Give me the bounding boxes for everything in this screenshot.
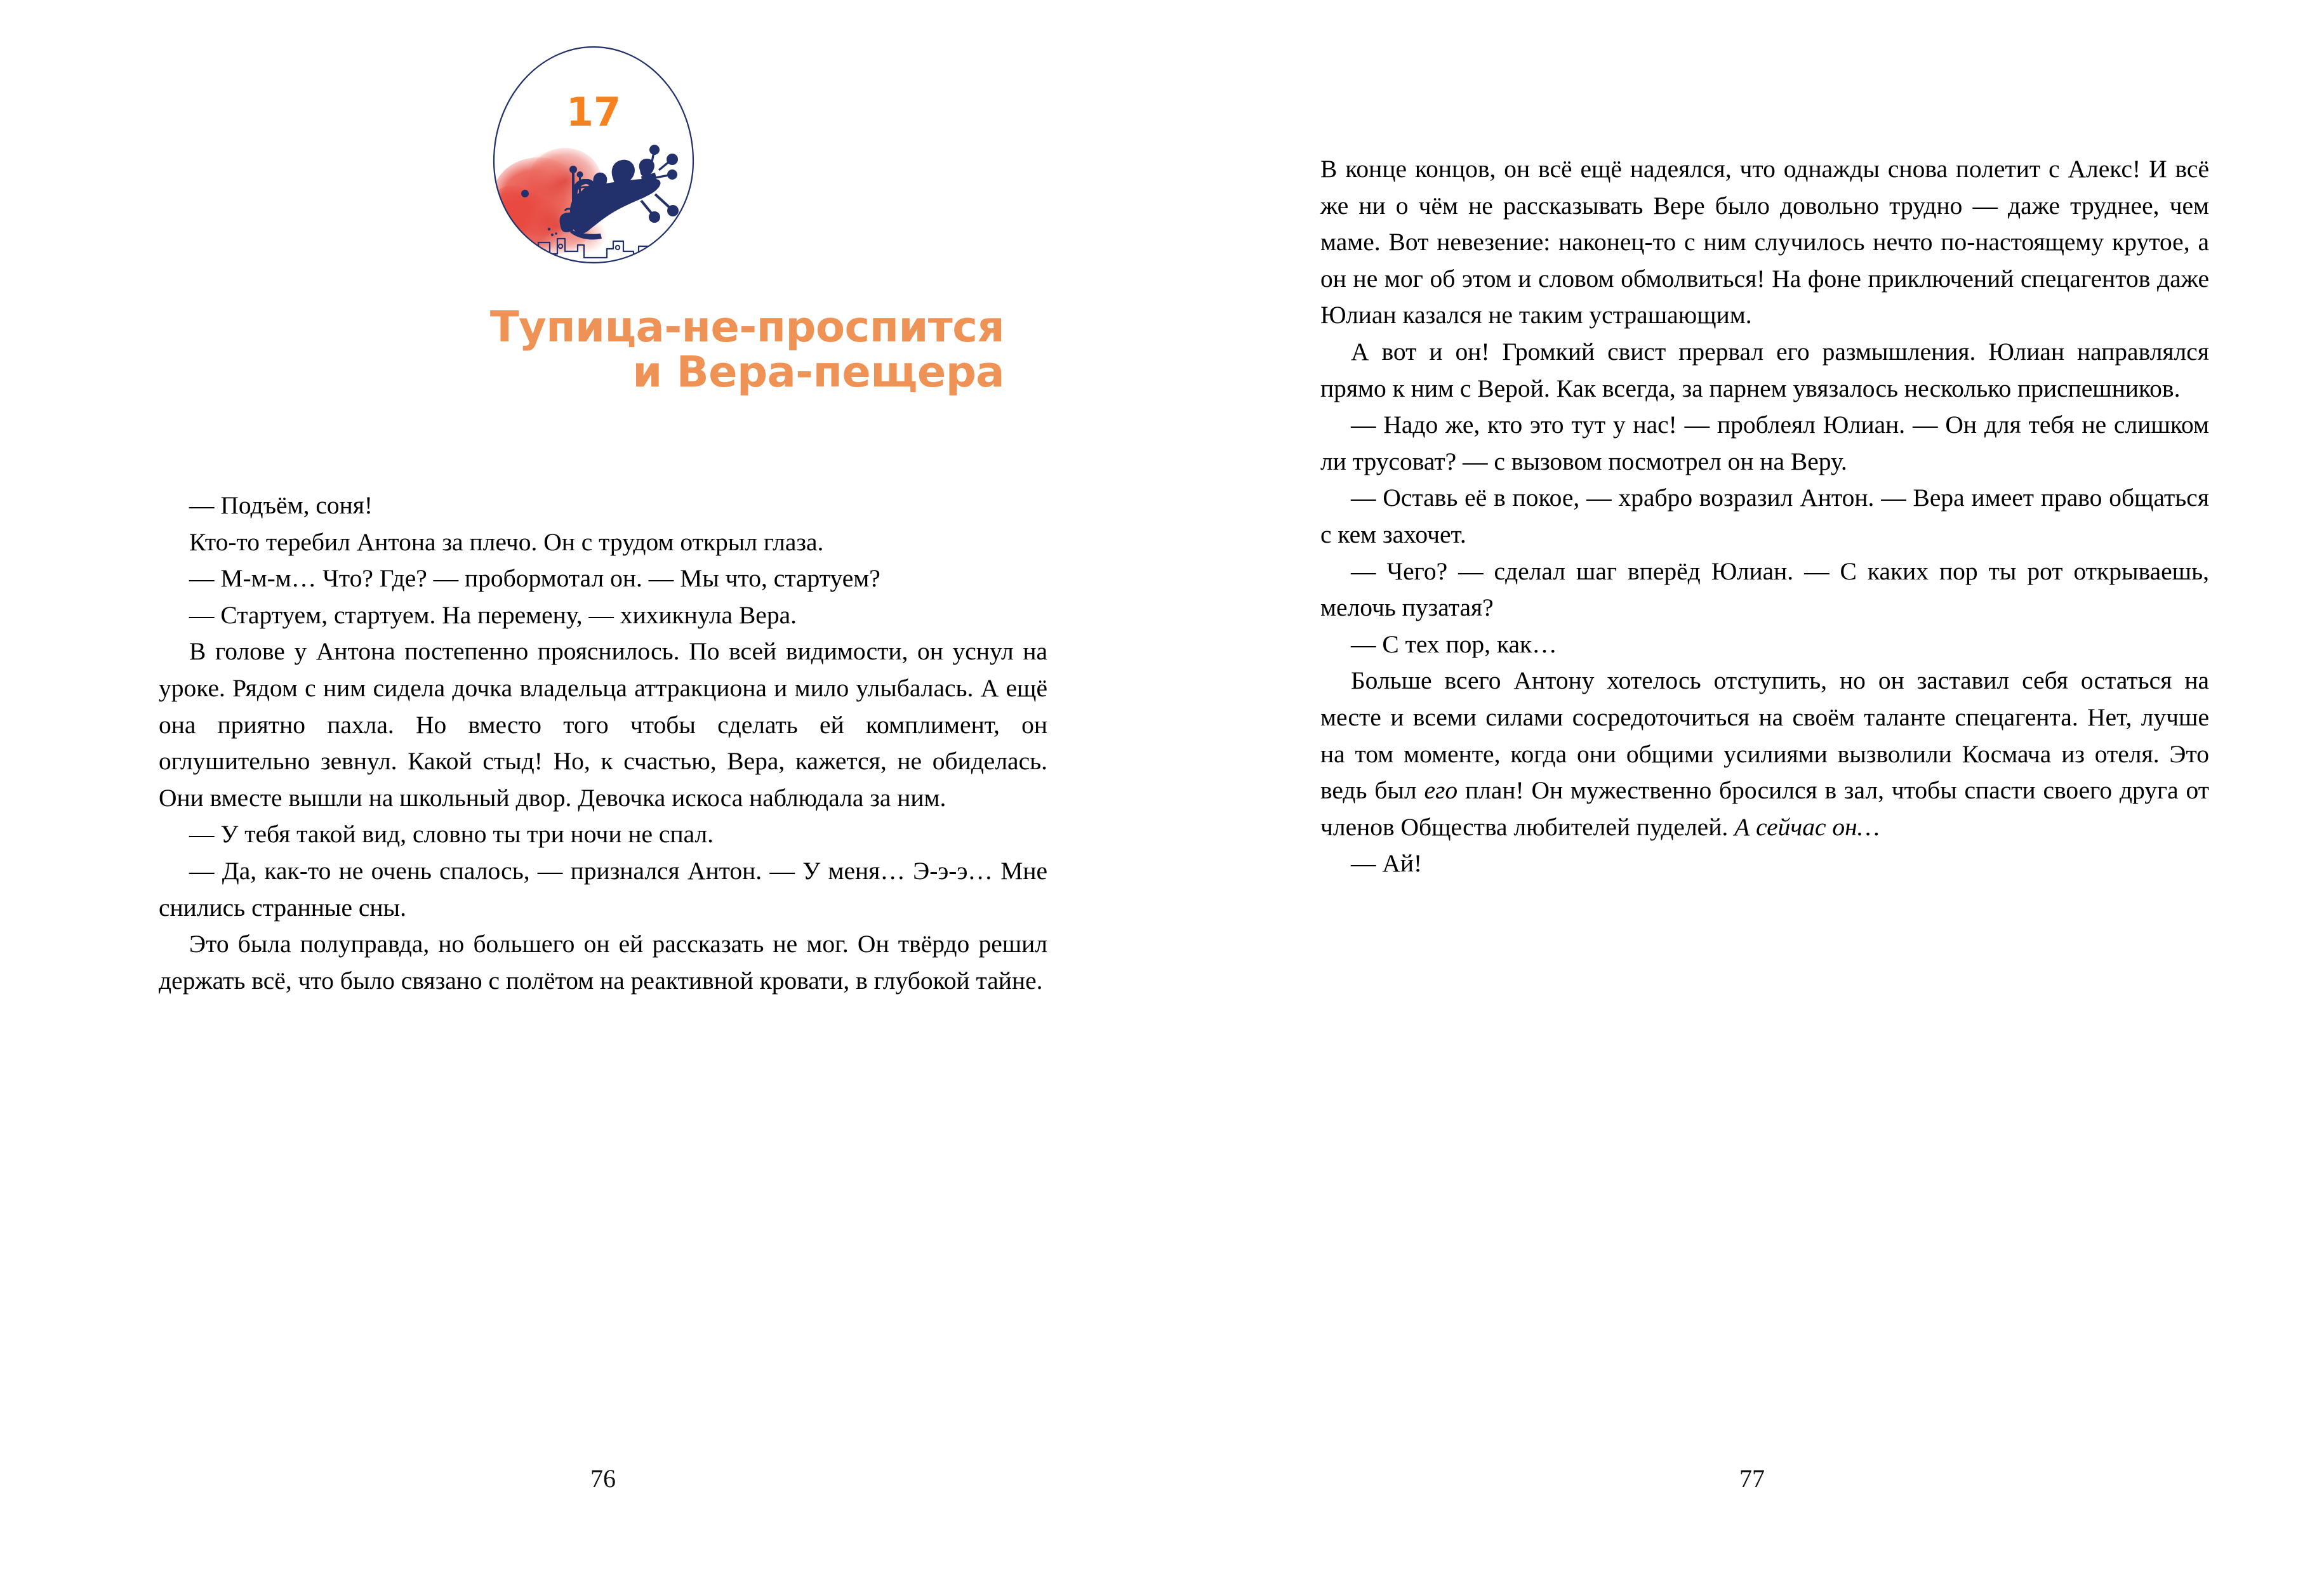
paragraph: В голове у Антона постепенно прояснилось. По всей видимости, он уснул на уроке. Рядом с ним сидела дочка владельца аттракциона и мило улыбалась. А ещё она приятно пахла. Но вместо того чтобы сделать ей комплимент, он оглушительно зевнул. Какой стыд! Но, к счастью, Вера, кажется, не обиделась. Они вместе вышли на школьный двор. Девочка искоса наблюдала за ним. bbox=[159, 637, 1047, 812]
paragraph: — С тех пор, как… bbox=[1351, 630, 1557, 658]
paragraph: — У тебя такой вид, словно ты три ночи не спал. bbox=[189, 820, 714, 849]
chapter-vignette-illustration bbox=[489, 44, 698, 286]
right-page bbox=[1162, 0, 2324, 1574]
chapter-number: 17 bbox=[566, 89, 621, 135]
body-text-run: план! Он мужественно бросился в зал, чтобы спасти своего друга от членов Общества любителей пуделей. bbox=[1320, 776, 2209, 841]
chapter-opener bbox=[159, 44, 1047, 395]
paragraph: — Чего? — сделал шаг вперёд Юлиан. — С каких пор ты рот открываешь, мелочь пузатая? bbox=[1320, 557, 2209, 622]
right-page-body-text bbox=[1320, 151, 2209, 882]
paragraph: — Стартуем, стартуем. На перемену, — хихикнула Вера. bbox=[189, 600, 797, 629]
paragraph: Это была полуправда, но большего он ей рассказать не мог. Он твёрдо решил держать всё, что было связано с полётом на реактивной кровати, в глубокой тайне. bbox=[159, 930, 1047, 995]
paragraph-with-italics bbox=[1320, 663, 2209, 845]
chapter-title-line-2: и Вера-пещера bbox=[632, 347, 1004, 397]
paragraph: В конце концов, он всё ещё надеялся, что однажды снова полетит с Алекс! И всё же ни о чём не рассказывать Вере было довольно трудно — даже труднее, чем маме. Вот невезение: наконец-то с ним случилось нечто по-настоящему крутое, а он не мог об этом и словом обмолвиться! На фоне приключений спецагентов даже Юлиан казался не таким устрашающим. bbox=[1320, 155, 2209, 329]
page-number: 76 bbox=[590, 1464, 616, 1493]
paragraph: — Оставь её в покое, — храбро возразил Антон. — Вера имеет право общаться с кем захочет. bbox=[1320, 484, 2209, 548]
chapter-title bbox=[159, 302, 1047, 397]
paragraph: — Да, как-то не очень спалось, — признался Антон. — У меня… Э-э-э… Мне снились странные сны. bbox=[159, 856, 1047, 922]
page-number: 77 bbox=[1739, 1464, 1765, 1493]
italic-text: его bbox=[1424, 776, 1458, 805]
paragraph: — Подъём, соня! bbox=[189, 491, 373, 519]
paragraph: — М-м-м… Что? Где? — пробормотал он. — Мы что, стартуем? bbox=[189, 564, 880, 593]
body-text-run: Больше всего Антону хотелось отступить, но он заставил себя остаться на месте и всеми силами сосредоточиться на своём таланте спецагента. Нет, лучше на том моменте, когда они общими усилиями вызволили Космача из отеля. Это ведь был bbox=[1320, 666, 2209, 805]
paragraph: — Надо же, кто это тут у нас! — проблеял Юлиан. — Он для тебя не слишком ли трусоват? — с вызовом посмотрел он на Веру. bbox=[1320, 411, 2209, 475]
chapter-title-line-1: Тупица-не-проспится bbox=[489, 302, 1004, 352]
chapter-vignette-wrap bbox=[159, 44, 1047, 286]
paragraph: — Ай! bbox=[1351, 849, 1423, 878]
left-page-body-text bbox=[159, 487, 1047, 999]
italic-text: А сейчас он… bbox=[1734, 812, 1880, 841]
paragraph: А вот и он! Громкий свист прервал его размышления. Юлиан направлялся прямо к ним с Верой. Как всегда, за парнем увязалось несколько приспешников. bbox=[1320, 337, 2209, 402]
paragraph: Кто-то теребил Антона за плечо. Он с трудом открыл глаза. bbox=[189, 527, 824, 556]
